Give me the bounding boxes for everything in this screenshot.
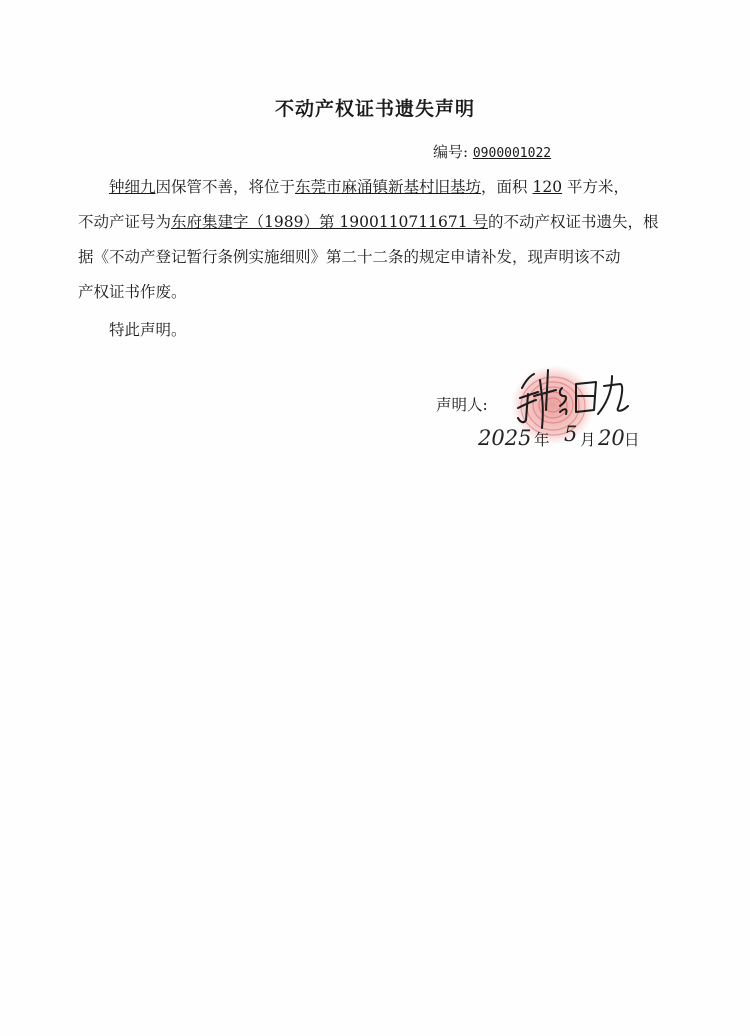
certificate-number: 东府集建字（1989）第 1900110711671 号 <box>171 213 489 231</box>
document-title: 不动产权证书遗失声明 <box>274 98 475 120</box>
serial-label: 编号: <box>433 143 469 161</box>
date-day-char: 日 <box>624 431 640 449</box>
property-area: 120 <box>532 178 563 196</box>
serial-number-line <box>433 141 555 162</box>
declaration-body <box>78 170 678 310</box>
owner-name: 钟细九 <box>109 178 156 196</box>
signing-date <box>478 418 658 468</box>
body-line-4: 产权证书作废。 <box>78 283 187 301</box>
declarant-label: 声明人: <box>436 396 488 414</box>
date-month-char: 月 <box>580 431 596 449</box>
body-line-1: 钟细九因保管不善，将位于东莞市麻涌镇新基村旧基坊，面积 120 平方米， <box>109 178 630 196</box>
serial-number: 0900001022 <box>472 146 552 161</box>
body-line-2: 不动产证号为东府集建字（1989）第 1900110711671 号的不动产权证书遗失，根 <box>78 213 659 231</box>
property-address: 东莞市麻涌镇新基村旧基坊 <box>295 178 482 196</box>
date-month: 5 <box>564 422 578 446</box>
closing-statement: 特此声明。 <box>109 321 187 339</box>
date-day: 20 <box>598 426 625 450</box>
body-line-3: 据《不动产登记暂行条例实施细则》第二十二条的规定申请补发，现声明该不动 <box>78 248 621 266</box>
date-year-char: 年 <box>534 431 550 449</box>
date-year: 2025 <box>478 426 532 450</box>
